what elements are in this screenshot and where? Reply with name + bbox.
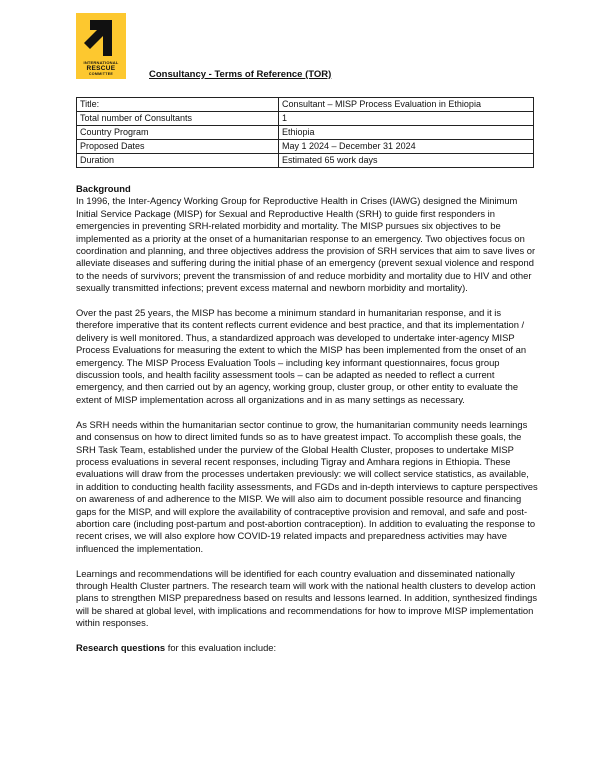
table-row [77,140,534,154]
document-title: Consultancy - Terms of Reference (TOR) [149,69,332,80]
background-heading: Background [76,183,131,194]
row-value: 1 [279,112,534,126]
document-body [76,183,538,667]
row-value: Ethiopia [279,126,534,140]
table-row [77,126,534,140]
table-row [77,112,534,126]
tor-summary-table [76,97,534,168]
row-value: Consultant – MISP Process Evaluation in Ethiopia [279,98,534,112]
logo-text-committee: COMMITTEE [88,72,114,76]
research-questions-intro [76,642,538,654]
background-paragraph-2: Over the past 25 years, the MISP has become a minimum standard in humanitarian response, and it is therefore imperative that its content reflects current evidence and best practice, and that its implementation / delivery is well monitored. Thus, a standardized approach was developed to undertake inter-agency MISP Process Evaluations for measuring the extent to which the MISP has been implemented from the onset of an emergency. The MISP Process Evaluation Tools – including key informant questionnaires, focus group discussion tools, and health facility assessment tools – can be adapted as needed to reflect a current emergency, and then carried out by an agency, working group, cluster group, or other entity to evaluate the extent of MISP implementation across all organizations and in as many settings as necessary. [76,307,527,405]
logo-text-rescue: RESCUE [86,65,116,72]
research-questions-rest: for this evaluation include: [165,641,277,653]
background-paragraph-3: As SRH needs within the humanitarian sector continue to grow, the humanitarian community needs learnings and consensus on how to direct limited funds so as to have greatest impact. To accomplish these goals, the SRH Task Team, established under the purview of the Global Health Cluster, proposes to undertake MISP process evaluations in several recent responses, including Tigray and Amhara regions in Ethiopia. These evaluations will draw from the processes undertaken previously: we will collect service statistics, as available, in addition to conducting health facility assessments, and FGDs and in-depth interviews to capture perspectives on awareness of and adherence to the MISP. We will also aim to document possible resource and financing gaps for the MISP, and will explore the availability of contraceptive provision and removal, and safe and post-abortion care (including post-partum and post-abortion contraception). In addition to evaluating the response to recent crises, we will also explore how COVID-19 related impacts and preparedness activities may have influenced the implementation. [76,418,538,554]
row-label: Proposed Dates [77,140,279,154]
table-row [77,98,534,112]
research-questions-label: Research questions [76,641,166,653]
table-row [77,154,534,168]
irc-logo [76,13,126,79]
logo-text-international: INTERNATIONAL [83,60,119,65]
background-paragraph-4: Learnings and recommendations will be identified for each country evaluation and disseminated nationally through Health Cluster partners. The research team will work with the national health clusters to develop action plans to strengthen MISP preparedness based on results and lessons learned. In addition, synthesized findings will be shared at global level, with implications and recommendations for how to improve MISP implementation within responses. [76,567,538,629]
row-label: Title: [77,98,279,112]
row-value: Estimated 65 work days [279,154,534,168]
row-value: May 1 2024 – December 31 2024 [279,140,534,154]
row-label: Total number of Consultants [77,112,279,126]
row-label: Duration [77,154,279,168]
row-label: Country Program [77,126,279,140]
background-paragraph-1: In 1996, the Inter-Agency Working Group for Reproductive Health in Crises (IAWG) designed the Minimum Initial Service Package (MISP) for Sexual and Reproductive Health (SRH) to guide first responders in emergencies in preventing SRH-related morbidity and mortality. The MISP pursues six objectives to be implemented as a priority at the onset of a humanitarian response to an emergency. Two objectives focus on coordination and planning, and three objectives address the provision of SRH services that aim to save lives or alleviate diseases and suffering during the initial phase of an emergency (prevent sexual violence and respond to the needs of survivors; prevent the transmission of and reduce morbidity and mortality due to HIV and other sexually transmitted infections; prevent excess maternal and newborn morbidity and mortality). [76,195,536,294]
